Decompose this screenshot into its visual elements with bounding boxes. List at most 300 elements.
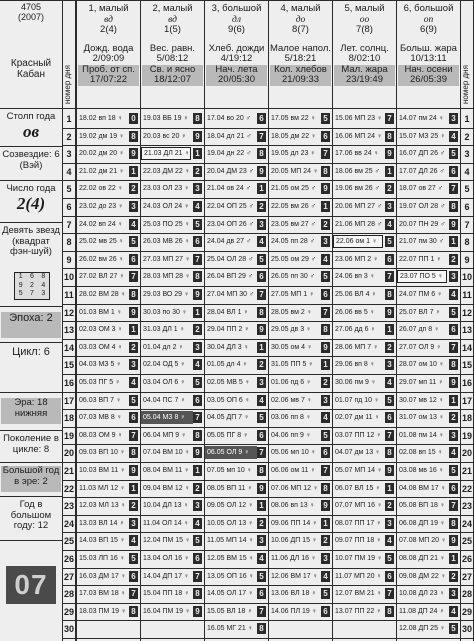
day-cell: 29.07 мп 11 ♀: [399, 379, 444, 386]
day-number: 17: [63, 396, 74, 406]
month-date1: 10/13:11: [410, 53, 447, 64]
day-cell: 07.04 ВМ 10 ♀: [143, 449, 190, 456]
day-number: 21: [461, 466, 472, 476]
day-cell: 12.03 МЛ 13 ♀: [79, 502, 126, 509]
day-cell-badge: 5: [321, 271, 330, 282]
grid-hline: [62, 356, 474, 357]
day-cell: 28.05 вм 2 ♀: [271, 309, 312, 316]
day-cell: 09.03 ВП 10 ♀: [79, 449, 126, 456]
day-cell: 04.05 ДП 7 ♀: [207, 414, 250, 421]
day-cell: 18.02 вп 18 ♀: [79, 115, 123, 122]
day-cell: 19.05 дл 23 ♀: [271, 150, 316, 157]
month-header-4: [269, 4, 332, 108]
day-cell-badge: 7: [129, 271, 138, 282]
day-cell: 25.02 мв 25 ♀: [79, 238, 124, 245]
day-cell-badge: 2: [449, 412, 458, 423]
day-cell: 06.07 ВЛ 15 ♀: [335, 485, 381, 492]
day-cell: 08.07 ПП 17 ♀: [335, 520, 382, 527]
day-cell: 11.08 ДП 24 ♀: [399, 608, 445, 615]
day-cell-badge: 9: [385, 465, 394, 476]
day-cell: 21.07 пм 30 ♂: [399, 238, 444, 245]
day-cell: 02.08 вп 15 ♀: [399, 449, 443, 456]
day-cell-badge: 7: [257, 131, 266, 142]
month-date2: 18/12:07: [142, 75, 203, 86]
day-cell-badge: 2: [129, 183, 138, 194]
day-number: 24: [461, 519, 472, 529]
day-cell-badge: 7: [193, 571, 202, 582]
day-cell-badge: 5: [449, 465, 458, 476]
day-cell-badge: 7: [321, 307, 330, 318]
day-cell: 04.03 МЗ 5 ♀: [79, 361, 122, 368]
day-cell-badge: 6: [129, 254, 138, 265]
day-cell: 31.03 ДЛ 1 ♀: [143, 326, 185, 333]
day-cell-badge: 5: [257, 571, 266, 582]
day-cell: 02.06 мв 7 ♀: [271, 397, 313, 404]
grid-hline: [62, 392, 474, 393]
day-number: 30: [63, 624, 74, 634]
day-cell-badge: 5: [129, 236, 138, 247]
day-cell-badge: 4: [449, 606, 458, 617]
day-cell: 13.07 ПП 22 ♀: [335, 608, 382, 615]
month-date1: 5/08:12: [156, 53, 189, 64]
day-cell-badge: 1: [257, 500, 266, 511]
day-cell: 05.05 ПГ 8 ♀: [207, 432, 249, 439]
day-number: 6: [66, 202, 72, 212]
month-sym: вд: [104, 14, 113, 25]
day-cell-badge: 1: [321, 359, 330, 370]
day-cell-badge: 4: [385, 535, 394, 546]
day-cell: 10.05 ОЛ 13 ♀: [207, 520, 254, 527]
day-cell: 24.05 пп 28 ♂: [271, 238, 315, 245]
grid-hline: [62, 233, 474, 234]
day-cell-badge: 9: [449, 377, 458, 388]
grid-hline: [62, 532, 474, 533]
day-number: 16: [63, 378, 74, 388]
day-cell: 28.06 МП 7 ♀: [335, 344, 379, 351]
day-cell: 22.03 ДМ 22 ♀: [143, 168, 190, 175]
day-cell-badge: 8: [385, 289, 394, 300]
day-cell: 06.06 ом 11 ♀: [271, 467, 316, 474]
day-cell-badge: 9: [193, 447, 202, 458]
day-cell: 17.06 вв 24 ♀: [335, 150, 379, 157]
month-num: 2(4): [100, 24, 117, 35]
day-cell: 11.05 МП 14 ♀: [207, 537, 254, 544]
day-cell-badge: 6: [193, 553, 202, 564]
month-header-6: [397, 4, 460, 108]
day-cell: 15.03 ЛП 16 ♀: [79, 555, 126, 562]
month-term2: Св. и ясно: [142, 65, 203, 76]
day-cell: 28.03 МП 28 ♀: [143, 273, 191, 280]
day-cell: 14.07 пм 24 ♀: [399, 115, 444, 122]
day-cell-badge: 8: [129, 289, 138, 300]
grid-hline: [62, 321, 474, 322]
day-cell: 16.07 ДП 26 ♂: [399, 150, 446, 157]
day-cell-badge: 6: [385, 412, 394, 423]
day-cell-badge: 5: [129, 395, 138, 406]
grid-hline: [0, 222, 62, 223]
grid-hline: [62, 480, 474, 481]
month-term1: Дожд. вода: [83, 42, 134, 54]
day-cell: 26.06 вв 5 ♀: [335, 309, 375, 316]
day-cell-badge: 1: [385, 324, 394, 335]
day-cell-badge: 2: [385, 183, 394, 194]
day-cell: 09.04 ВМ 12 ♀: [143, 485, 190, 492]
day-cell: 13.04 ОЛ 16 ♀: [143, 555, 190, 562]
day-cell: 25.07 ВЛ 7 ♀: [399, 309, 441, 316]
day-cell: 27.05 МП 1 ♀: [271, 291, 315, 298]
day-cell-badge: 1: [193, 307, 202, 318]
day-cell-badge: 3: [193, 342, 202, 353]
grid-hline: [62, 374, 474, 375]
day-cell-badge: 4: [129, 219, 138, 230]
pillar-year-value: ов: [22, 121, 40, 141]
day-number: 11: [462, 290, 472, 300]
day-cell-badge: 8: [257, 623, 266, 634]
day-cell: 11.03 МЛ 12 ♀: [79, 485, 126, 492]
day-cell-badge: 7: [129, 588, 138, 599]
day-cell-badge: 9: [321, 183, 330, 194]
day-cell-badge: 4: [257, 236, 266, 247]
cycle-block: Цикл: 6: [12, 346, 50, 358]
month-num: 6(9): [420, 24, 437, 35]
day-cell: 29.06 вп 8 ♀: [335, 361, 376, 368]
day-cell-badge: 5: [257, 254, 266, 265]
day-cell-badge: 5: [449, 307, 458, 318]
day-cell-badge: 7: [385, 271, 394, 282]
day-number: 1: [464, 114, 470, 124]
day-cell: 06.08 ДП 19 ♀: [399, 520, 446, 527]
day-cell: 21.04 ов 24 ♂: [207, 185, 251, 192]
side-label-right: номер дня: [461, 65, 470, 105]
day-cell-badge: 6: [129, 571, 138, 582]
year-gregorian-text: (2007): [17, 12, 44, 22]
day-cell: 22.07 ПП 1 ♀: [399, 256, 442, 263]
nine-stars-label: Девять звезд (квадрат фэн-шуй): [2, 225, 60, 257]
day-cell: 17.07 ДЛ 26 ♂: [399, 168, 445, 175]
grid-hline: [62, 497, 474, 498]
grid-hline: [62, 409, 474, 410]
day-cell-badge: 6: [321, 131, 330, 142]
month-term2: Проб. от сп.: [78, 65, 139, 76]
day-number: 6: [464, 202, 470, 212]
day-cell: 16.04 ПМ 19 ♀: [143, 608, 191, 615]
day-cell-badge: 2: [129, 500, 138, 511]
day-cell: 23.06 МП 2 ♀: [335, 256, 379, 263]
day-cell: 12.05 ВМ 15 ♀: [207, 555, 254, 562]
day-cell: 21.02 дм 21 ♀: [79, 168, 125, 175]
day-number: 28: [63, 589, 74, 599]
day-number: 2: [66, 132, 72, 142]
day-cell-badge: 7: [193, 412, 202, 423]
day-cell-badge: 4: [385, 219, 394, 230]
day-cell-badge: 3: [257, 535, 266, 546]
day-cell: 11.06 ДЛ 16 ♀: [271, 555, 317, 562]
day-cell: 26.05 пп 30 ♂: [271, 273, 315, 280]
day-cell-badge: 5: [321, 588, 330, 599]
month-sym: оо: [359, 14, 370, 25]
day-number: 10: [461, 272, 472, 282]
day-number: 22: [63, 484, 74, 494]
day-number: 13: [461, 325, 472, 335]
day-cell: 30.05 ом 4 ♀: [271, 344, 313, 351]
day-cell-badge: 4: [449, 131, 458, 142]
day-cell-badge: 1: [257, 183, 266, 194]
grid-hline: [62, 444, 474, 445]
day-cell-badge: 8: [321, 483, 330, 494]
day-number: 14: [461, 343, 472, 353]
day-cell: 16.06 МП 24 ♀: [335, 133, 383, 140]
day-cell: 24.02 вп 24 ♀: [79, 221, 123, 228]
day-cell-badge: 8: [193, 588, 202, 599]
day-cell: 04.06 пп 9 ♀: [271, 432, 312, 439]
day-cell: 10.07 ПМ 19 ♀: [335, 555, 383, 562]
day-cell: 13.05 ОП 16 ♀: [207, 573, 254, 580]
day-number: 8: [464, 237, 470, 247]
day-cell-badge: 6: [129, 412, 138, 423]
grid-hline: [62, 515, 474, 516]
day-cell-badge: 9: [321, 500, 330, 511]
day-cell-badge: 9: [385, 148, 394, 159]
day-cell: 03.04 ОЛ 6 ♀: [143, 379, 186, 386]
day-cell-badge: 7: [449, 500, 458, 511]
day-cell-badge: 3: [129, 518, 138, 529]
day-cell: 04.07 дм 13 ♀: [335, 449, 381, 456]
nine-star-cell: 4: [41, 281, 46, 289]
day-number: 18: [63, 413, 74, 423]
nine-star-cell: 9: [18, 281, 23, 289]
day-cell-badge: 4: [321, 412, 330, 423]
day-cell-badge: 1: [193, 465, 202, 476]
day-cell-badge: 8: [193, 430, 202, 441]
month-title: 4, малый: [280, 3, 321, 14]
month-term2: Нач. лета: [206, 65, 267, 76]
day-number: 20: [63, 448, 74, 458]
day-cell: 09.08 ДМ 22 ♀: [399, 573, 446, 580]
day-cell-badge: 6: [257, 430, 266, 441]
day-cell: 12.04 ПМ 15 ♀: [143, 537, 191, 544]
day-cell-badge: 1: [449, 236, 458, 247]
day-number: 26: [461, 554, 472, 564]
grid-hline: [62, 568, 474, 569]
day-cell-badge: 3: [257, 219, 266, 230]
nine-stars-block: [1, 226, 61, 270]
day-cell: 09.07 ПП 18 ♀: [335, 537, 382, 544]
day-cell: 05.06 мп 10 ♀: [271, 449, 316, 456]
day-cell: 25.04 ОЛ 28 ♂: [207, 256, 254, 263]
day-cell-badge: 2: [193, 483, 202, 494]
day-number: 3: [66, 149, 72, 159]
day-cell-badge: 3: [129, 201, 138, 212]
day-cell-badge: 8: [449, 201, 458, 212]
month-title: 3, большой: [211, 3, 262, 14]
day-cell-badge: 5: [321, 430, 330, 441]
day-cell: 12.06 ВМ 17 ♀: [271, 573, 318, 580]
day-cell-badge: 4: [257, 553, 266, 564]
day-cell: 10.03 ВМ 11 ♀: [79, 467, 126, 474]
month-term2: Нач. осени: [398, 65, 459, 76]
day-cell-badge: 5: [193, 535, 202, 546]
day-cell-badge: 6: [257, 588, 266, 599]
pillar-year-block: [1, 112, 61, 144]
day-cell: 03.06 пп 8 ♀: [271, 414, 312, 421]
day-number: 13: [63, 325, 74, 335]
day-cell: 17.03 ВМ 18 ♀: [79, 590, 126, 597]
grid-hline: [62, 462, 474, 463]
day-number: 9: [66, 255, 72, 265]
day-cell: 20.03 вс 20 ♀: [143, 133, 187, 140]
day-cell: 21.05 ом 25 ♂: [271, 185, 317, 192]
grid-hline: [0, 496, 62, 497]
nine-star-cell: 5: [18, 290, 23, 298]
day-cell: 23.05 вм 27 ♂: [271, 221, 316, 228]
month-header-5: [333, 4, 396, 108]
day-cell-badge: 9: [129, 307, 138, 318]
month-date1: 5/18:21: [284, 53, 317, 64]
day-cell: 26.04 ВП 29 ♂: [207, 273, 254, 280]
day-cell-badge: 8: [321, 166, 330, 177]
grid-hline: [62, 620, 474, 621]
day-cell-badge: 7: [257, 606, 266, 617]
month-date1: 4/19:12: [220, 53, 253, 64]
day-cell-badge: 6: [321, 447, 330, 458]
day-cell: 20.04 ДМ 23 ♂: [207, 168, 254, 175]
day-cell: 07.06 МП 12 ♀: [271, 485, 319, 492]
day-cell-badge: 2: [193, 166, 202, 177]
day-cell-badge: 8: [257, 465, 266, 476]
day-cell-badge: 3: [385, 201, 394, 212]
day-number: 3: [464, 149, 470, 159]
day-cell: 14.03 ВП 15 ♀: [79, 537, 126, 544]
day-cell: 24.04 дв 27 ♂: [207, 238, 252, 245]
day-cell-badge: 2: [385, 500, 394, 511]
day-cell: 16.03 ДМ 17 ♀: [79, 573, 126, 580]
day-cell: 01.06 пд 6 ♀: [271, 379, 312, 386]
year-animal: Красный Кабан: [10, 58, 52, 80]
day-cell-badge: 5: [449, 623, 458, 634]
day-cell-badge: 6: [385, 254, 394, 265]
day-cell: 01.04 дл 2 ♀: [143, 344, 184, 351]
month-title: 2, малый: [152, 3, 193, 14]
day-cell: 22.06 ом 1 ♀: [333, 235, 383, 248]
day-cell: 18.06 вм 25 ♂: [335, 168, 380, 175]
day-number: 5: [464, 184, 470, 194]
month-date1: 8/02:10: [348, 53, 381, 64]
year-number-text: 4705: [20, 2, 42, 12]
month-sym: вд: [168, 14, 177, 25]
day-cell-badge: 6: [257, 271, 266, 282]
day-cell-badge: 8: [129, 131, 138, 142]
grid-hline: [62, 163, 474, 164]
day-cell-badge: 9: [193, 131, 202, 142]
month-date2: 20/05:30: [206, 75, 267, 86]
day-cell-badge: 9: [257, 324, 266, 335]
day-cell: 13.03 ВЛ 14 ♀: [79, 520, 125, 527]
month-date2: 26/05:39: [398, 75, 459, 86]
grid-hline: [62, 304, 474, 305]
day-cell-badge: 7: [129, 430, 138, 441]
day-cell: 19.07 ОЛ 28 ♂: [399, 203, 446, 210]
day-cell-badge: 6: [193, 236, 202, 247]
day-cell: 14.04 ДП 17 ♀: [143, 573, 190, 580]
day-cell: 10.04 ДЛ 13 ♀: [143, 502, 189, 509]
day-cell: 06.04 МП 9 ♀: [143, 432, 187, 439]
day-cell-badge: 8: [385, 606, 394, 617]
day-cell-badge: 9: [193, 606, 202, 617]
day-cell: 26.03 МВ 26 ♀: [143, 238, 190, 245]
day-cell: 04.04 ПС 7 ♀: [143, 397, 186, 404]
day-cell-badge: 6: [449, 483, 458, 494]
side-label-left: номер дня: [63, 65, 72, 105]
constellation-label: Созвездие: 6 (Вэй): [2, 149, 60, 171]
day-number: 30: [461, 624, 472, 634]
day-cell: 18.05 дм 22 ♀: [271, 133, 317, 140]
grid-hline: [0, 540, 62, 541]
day-cell-badge: 8: [129, 606, 138, 617]
day-cell-badge: 2: [321, 219, 330, 230]
day-cell-badge: 4: [129, 535, 138, 546]
day-number: 2: [464, 132, 470, 142]
month-date1: 2/09:09: [92, 53, 125, 64]
day-cell-badge: 2: [385, 342, 394, 353]
month-title: 5, малый: [344, 3, 385, 14]
day-cell: 27.04 МП 30 ♂: [207, 291, 255, 298]
day-cell: 03.05 ОП 6 ♀: [207, 397, 250, 404]
day-cell: 20.02 дм 20 ♀: [79, 150, 125, 157]
grid-hline: [0, 180, 62, 181]
grid-hline: [0, 0, 474, 1]
day-cell: 21.03 ДЛ 21 ♀: [141, 147, 191, 160]
day-number: 24: [63, 519, 74, 529]
month-sym: дл: [232, 14, 241, 25]
day-cell-badge: 1: [321, 518, 330, 529]
day-cell: 20.06 МП 27 ♂: [335, 203, 383, 210]
day-cell-badge: 3: [193, 500, 202, 511]
day-cell: 30.03 по 30 ♀: [143, 309, 188, 316]
month-sym: оп: [423, 14, 434, 25]
grid-hline: [62, 585, 474, 586]
day-cell-badge: 3: [449, 113, 458, 124]
day-cell-badge: 6: [449, 166, 458, 177]
day-cell: 10.08 ДЛ 23 ♀: [399, 590, 445, 597]
day-number: 4: [464, 167, 470, 177]
day-cell: 13.06 ВЛ 18 ♀: [271, 590, 317, 597]
day-cell-badge: 5: [385, 553, 394, 564]
day-cell-badge: 3: [321, 395, 330, 406]
generation-block: Поколение в цикле: 8: [3, 433, 59, 455]
day-cell: 24.03 ОЛ 24 ♀: [143, 203, 190, 210]
day-cell: 03.08 мв 16 ♀: [399, 467, 444, 474]
month-num: 1(5): [164, 24, 181, 35]
day-cell-badge: 4: [321, 571, 330, 582]
day-number: 16: [461, 378, 472, 388]
day-cell-badge: 6: [193, 395, 202, 406]
day-cell-badge: 8: [321, 324, 330, 335]
day-cell-badge: 9: [257, 483, 266, 494]
grid-hline: [0, 392, 62, 393]
day-cell-badge: 3: [129, 359, 138, 370]
day-cell: 24.06 вп 3 ♀: [335, 273, 376, 280]
year-label: [2, 2, 60, 22]
day-cell: 08.06 вп 13 ♀: [271, 502, 315, 509]
day-cell: 06.03 ВП 7 ♀: [79, 397, 122, 404]
day-cell: 15.06 МП 23 ♀: [335, 115, 383, 122]
day-cell: 29.03 ВО 29 ♀: [143, 291, 190, 298]
day-cell-badge: 6: [385, 571, 394, 582]
day-cell-badge: 7: [321, 148, 330, 159]
day-cell-badge: 3: [257, 377, 266, 388]
day-cell: 14.05 ОЛ 17 ♀: [207, 590, 254, 597]
day-cell: 28.02 ВМ 28 ♀: [79, 291, 126, 298]
